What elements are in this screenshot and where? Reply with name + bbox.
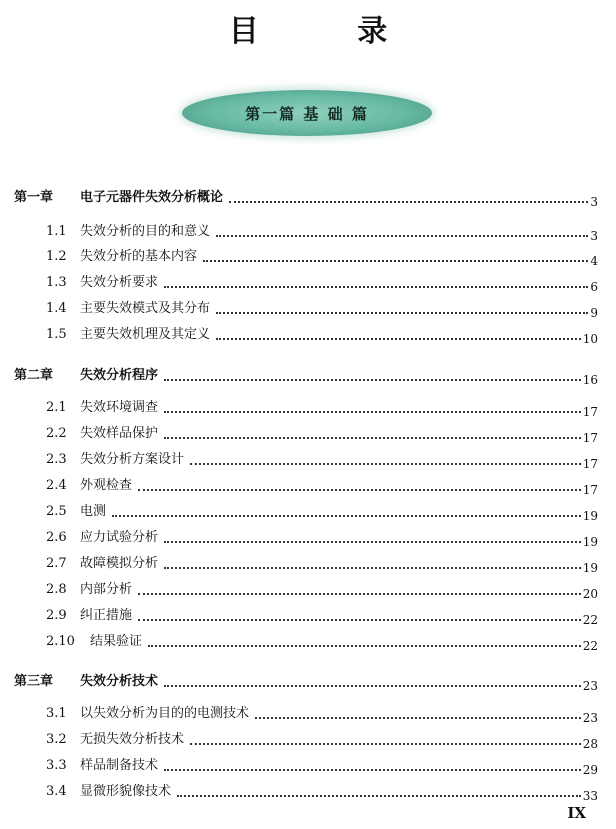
toc-entry-title: 失效分析程序 bbox=[80, 368, 159, 383]
toc-entry-title: 失效分析的目的和意义 bbox=[80, 224, 211, 239]
toc-dot-leader bbox=[216, 338, 581, 340]
toc-entry-page: 28 bbox=[582, 737, 598, 751]
toc-section-row bbox=[46, 526, 598, 549]
toc-entry-number: 1.3 bbox=[46, 275, 67, 290]
toc-section-row bbox=[46, 245, 598, 268]
toc-entry-title: 样品制备技术 bbox=[80, 758, 159, 773]
toc-entry-title: 纠正措施 bbox=[80, 608, 133, 623]
toc-entry-title: 电子元器件失效分析概论 bbox=[80, 190, 224, 205]
toc-entry-number: 2.7 bbox=[46, 556, 67, 571]
toc-entry-title: 失效分析技术 bbox=[80, 674, 159, 689]
toc-chapter-row bbox=[14, 670, 598, 693]
toc-section-row bbox=[46, 323, 598, 346]
toc-entry-number: 2.4 bbox=[46, 478, 67, 493]
toc-dot-leader bbox=[164, 437, 581, 439]
toc-entry-title: 失效分析要求 bbox=[80, 275, 159, 290]
toc-entry-page: 17 bbox=[582, 405, 598, 419]
toc-entry-page: 17 bbox=[582, 457, 598, 471]
toc-dot-leader bbox=[190, 463, 581, 465]
toc-dot-leader bbox=[112, 515, 581, 517]
toc-section-row bbox=[46, 728, 598, 751]
toc-entry-page: 19 bbox=[582, 509, 598, 523]
toc-entry-title: 以失效分析为目的的电测技术 bbox=[80, 706, 250, 721]
toc-section-row bbox=[46, 754, 598, 777]
toc-entry-title: 显微形貌像技术 bbox=[80, 784, 172, 799]
toc-entry-number: 1.1 bbox=[46, 224, 67, 239]
toc-entry-number: 1.5 bbox=[46, 327, 67, 342]
toc-entry-page: 6 bbox=[590, 280, 598, 294]
toc-entry-title: 电测 bbox=[80, 504, 107, 519]
toc-section-row bbox=[46, 297, 598, 320]
toc-entry-page: 23 bbox=[582, 679, 598, 693]
toc-entry-title: 失效环境调查 bbox=[80, 400, 159, 415]
toc-entry-title: 内部分析 bbox=[80, 582, 133, 597]
toc-entry-page: 19 bbox=[582, 561, 598, 575]
toc-entry-page: 16 bbox=[582, 373, 598, 387]
toc-entry-number: 2.5 bbox=[46, 504, 67, 519]
toc-entry-title: 失效样品保护 bbox=[80, 426, 159, 441]
toc-entry-title: 应力试验分析 bbox=[80, 530, 159, 545]
toc-entry-page: 20 bbox=[582, 587, 598, 601]
toc-entry-page: 3 bbox=[590, 195, 598, 209]
toc-section-row bbox=[46, 271, 598, 294]
page-number-roman: IX bbox=[567, 804, 586, 822]
toc-entry-title: 主要失效机理及其定义 bbox=[80, 327, 211, 342]
toc-entry-number: 2.8 bbox=[46, 582, 67, 597]
toc-section-row bbox=[46, 396, 598, 419]
toc-entry-page: 33 bbox=[582, 789, 598, 803]
toc-entry-page: 23 bbox=[582, 711, 598, 725]
toc-dot-leader bbox=[138, 593, 581, 595]
toc-dot-leader bbox=[229, 201, 588, 203]
toc-entry-title: 无损失效分析技术 bbox=[80, 732, 185, 747]
toc-dot-leader bbox=[164, 286, 588, 288]
page-title: 目 录 bbox=[228, 14, 432, 49]
toc-entry-title: 结果验证 bbox=[90, 634, 143, 649]
toc-entry-page: 17 bbox=[582, 431, 598, 445]
toc-dot-leader bbox=[164, 541, 581, 543]
toc-entry-number: 第一章 bbox=[14, 190, 54, 205]
part-banner bbox=[182, 90, 432, 136]
toc-entry-page: 10 bbox=[582, 332, 598, 346]
toc-entry-page: 29 bbox=[582, 763, 598, 777]
toc-chapter-row bbox=[14, 186, 598, 209]
toc-entry-number: 2.1 bbox=[46, 400, 67, 415]
toc-entry-number: 3.4 bbox=[46, 784, 67, 799]
toc-entry-title: 失效分析方案设计 bbox=[80, 452, 185, 467]
toc-section-row bbox=[46, 500, 598, 523]
toc-entry-number: 3.1 bbox=[46, 706, 67, 721]
toc-section-row bbox=[46, 220, 598, 243]
toc-dot-leader bbox=[216, 312, 588, 314]
toc-entry-number: 第三章 bbox=[14, 674, 54, 689]
toc-entry-page: 4 bbox=[590, 254, 598, 268]
toc-dot-leader bbox=[177, 795, 581, 797]
toc-dot-leader bbox=[138, 489, 581, 491]
toc-section-row bbox=[46, 702, 598, 725]
toc-entry-number: 1.2 bbox=[46, 249, 67, 264]
toc-entry-page: 22 bbox=[582, 613, 598, 627]
toc-section-row bbox=[46, 552, 598, 575]
toc-dot-leader bbox=[164, 379, 581, 381]
toc-entry-number: 1.4 bbox=[46, 301, 67, 316]
toc-dot-leader bbox=[148, 645, 581, 647]
toc-entry-number: 2.6 bbox=[46, 530, 67, 545]
toc-section-row bbox=[46, 448, 598, 471]
toc-entry-number: 2.9 bbox=[46, 608, 67, 623]
toc-entry-number: 2.2 bbox=[46, 426, 67, 441]
toc-dot-leader bbox=[255, 717, 581, 719]
toc-entry-number: 2.10 bbox=[46, 634, 75, 649]
toc-entry-title: 主要失效模式及其分布 bbox=[80, 301, 211, 316]
toc-chapter-row bbox=[14, 364, 598, 387]
toc-entry-number: 3.2 bbox=[46, 732, 67, 747]
toc-entry-page: 3 bbox=[590, 229, 598, 243]
toc-entry-number: 2.3 bbox=[46, 452, 67, 467]
toc-entry-page: 9 bbox=[590, 306, 598, 320]
toc-entry-page: 17 bbox=[582, 483, 598, 497]
toc-section-row bbox=[46, 578, 598, 601]
toc-section-row bbox=[46, 474, 598, 497]
toc-entry-page: 22 bbox=[582, 639, 598, 653]
toc-entry-title: 外观检查 bbox=[80, 478, 133, 493]
toc-dot-leader bbox=[164, 567, 581, 569]
toc-section-row bbox=[46, 604, 598, 627]
toc-entry-page: 19 bbox=[582, 535, 598, 549]
toc-entry-title: 失效分析的基本内容 bbox=[80, 249, 198, 264]
toc-dot-leader bbox=[203, 260, 588, 262]
toc-entry-number: 3.3 bbox=[46, 758, 67, 773]
toc-dot-leader bbox=[164, 685, 581, 687]
toc-dot-leader bbox=[164, 769, 581, 771]
toc-dot-leader bbox=[138, 619, 581, 621]
toc-dot-leader bbox=[216, 235, 588, 237]
toc-section-row bbox=[46, 630, 598, 653]
toc-section-row bbox=[46, 422, 598, 445]
toc-entry-title: 故障模拟分析 bbox=[80, 556, 159, 571]
toc-entry-number: 第二章 bbox=[14, 368, 54, 383]
toc-section-row bbox=[46, 780, 598, 803]
part-banner-label: 第一篇 基 础 篇 bbox=[245, 104, 369, 123]
toc-dot-leader bbox=[190, 743, 581, 745]
toc-dot-leader bbox=[164, 411, 581, 413]
